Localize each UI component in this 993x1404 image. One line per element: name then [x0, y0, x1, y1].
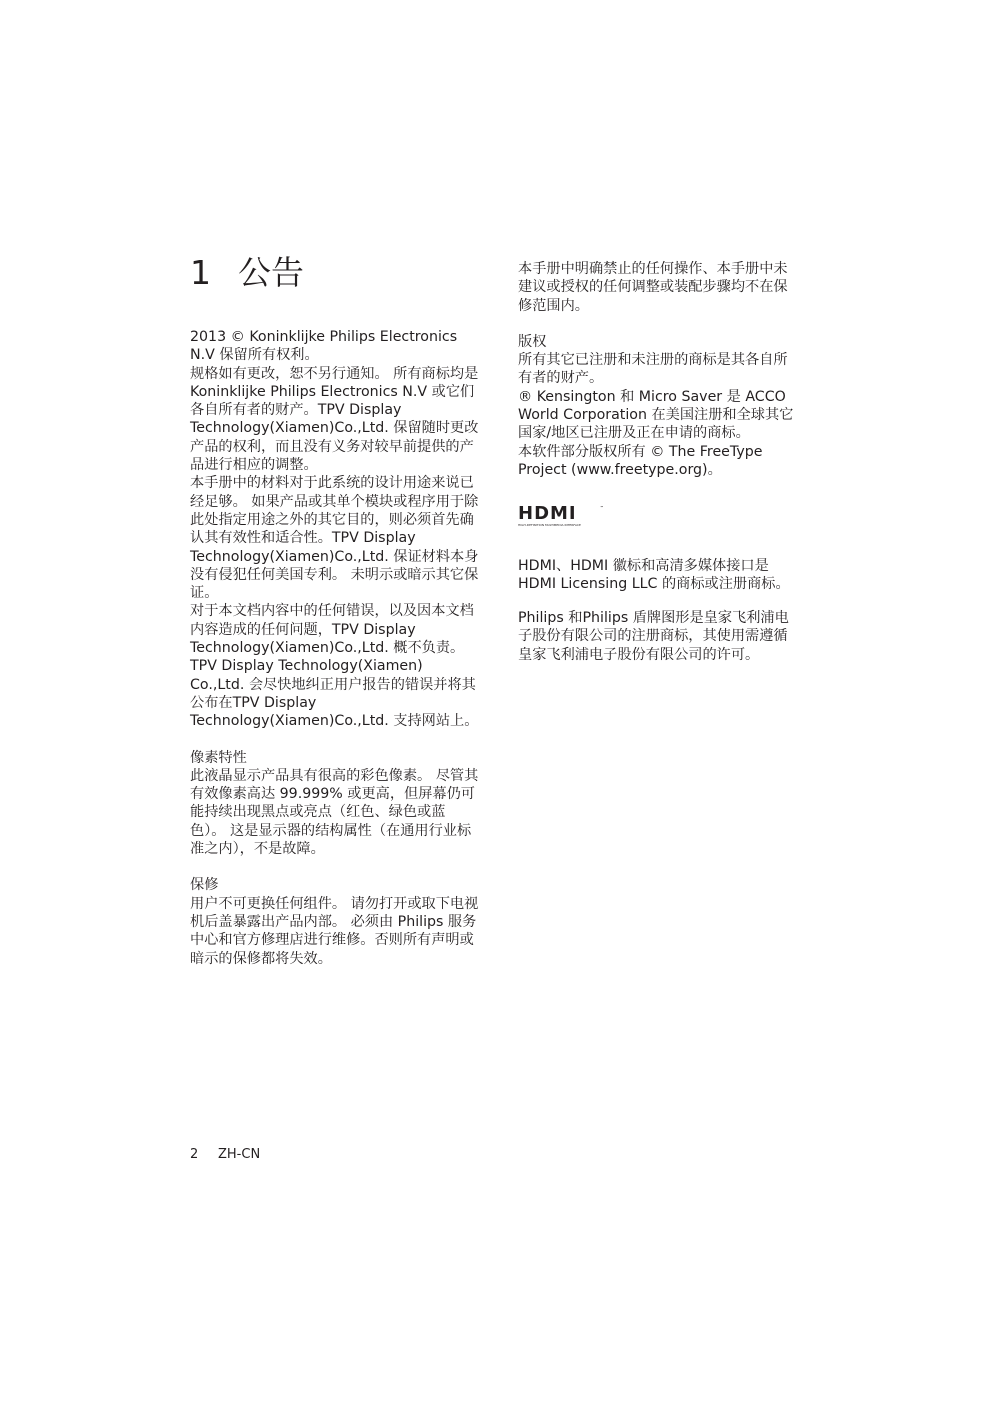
copyright-heading: 版权	[518, 333, 547, 350]
notice-paragraph: 规格如有更改，恕不另行通知。 所有商标均是Koninklijke Philips Electronics N.V 或它们各自所有者的财产。TPV Display Technology(Xiamen)Co.,Ltd. 保留随时更改产品的权利，而且没有义务对较早前提供的产品进行相应的调整。	[190, 365, 479, 474]
chapter-heading	[190, 252, 304, 294]
hdmi-logo	[518, 503, 610, 529]
page-number: 2	[190, 1147, 199, 1162]
pixel-text: 此液晶显示产品具有很高的彩色像素。 尽管其有效像素高达 99.999% 或更高，但屏幕仍可能持续出现黑点或亮点（红色、绿色或蓝色）。 这是显示器的结构属性（在通用行业标准之内），不是故障。	[190, 767, 479, 858]
left-column	[190, 328, 480, 968]
chapter-title: 公告	[238, 253, 304, 292]
chapter-number: 1	[190, 253, 211, 292]
philips-trademark-text: Philips 和Philips 盾牌图形是皇家飞利浦电子股份有限公司的注册商标，其使用需遵循皇家飞利浦电子股份有限公司的许可。	[518, 610, 789, 663]
copyright-paragraph: ® Kensington 和 Micro Saver 是 ACCO World Corporation 在美国注册和全球其它国家/地区已注册及正在申请的商标。	[518, 388, 794, 442]
right-column	[518, 260, 794, 664]
language-code: ZH-CN	[218, 1147, 261, 1162]
copyright-paragraph: 本软件部分版权所有 © The FreeType Project (www.freetype.org)。	[518, 443, 763, 478]
hdmi-trademark-text: HDMI、HDMI 徽标和高清多媒体接口是 HDMI Licensing LLC 的商标或注册商标。	[518, 557, 790, 592]
pixel-heading: 像素特性	[190, 749, 247, 766]
warranty-heading: 保修	[190, 877, 219, 894]
svg-text:HIGH-DEFINITION MULTIMEDIA INT: HIGH-DEFINITION MULTIMEDIA INTERFACE	[518, 523, 581, 528]
copyright-paragraph: 所有其它已注册和未注册的商标是其各自所有者的财产。	[518, 352, 788, 387]
svg-text:HDMI: HDMI	[518, 503, 577, 525]
svg-text:™: ™	[600, 505, 604, 511]
page-footer	[190, 1146, 260, 1164]
warranty-text: 用户不可更换任何组件。 请勿打开或取下电视机后盖暴露出产品内部。 必须由 Philips 服务中心和官方修理店进行维修。否则所有声明或暗示的保修都将失效。	[190, 895, 479, 967]
notice-paragraph: 本手册中的材料对于此系统的设计用途来说已经足够。 如果产品或其单个模块或程序用于除此处指定用途之外的其它目的，则必须首先确认其有效性和适合性。TPV Display Technology(Xiamen)Co.,Ltd. 保证材料本身没有侵犯任何美国专利。 未明示或暗示其它保证。	[190, 475, 479, 602]
notice-paragraph: 对于本文档内容中的任何错误，以及因本文档内容造成的任何问题，TPV Display Technology(Xiamen)Co.,Ltd. 概不负责。TPV Display Technology(Xiamen) Co.,Ltd. 会尽快地纠正用户报告的错误并将其公布在TPV Display Technology(Xiamen)Co.,Ltd. 支持网站上。	[190, 603, 479, 730]
notice-paragraph: 2013 © Koninklijke Philips Electronics N.V 保留所有权利。	[190, 329, 458, 364]
warranty-exclusion-text: 本手册中明确禁止的任何操作、本手册中未建议或授权的任何调整或装配步骤均不在保修范围内。	[518, 261, 788, 314]
